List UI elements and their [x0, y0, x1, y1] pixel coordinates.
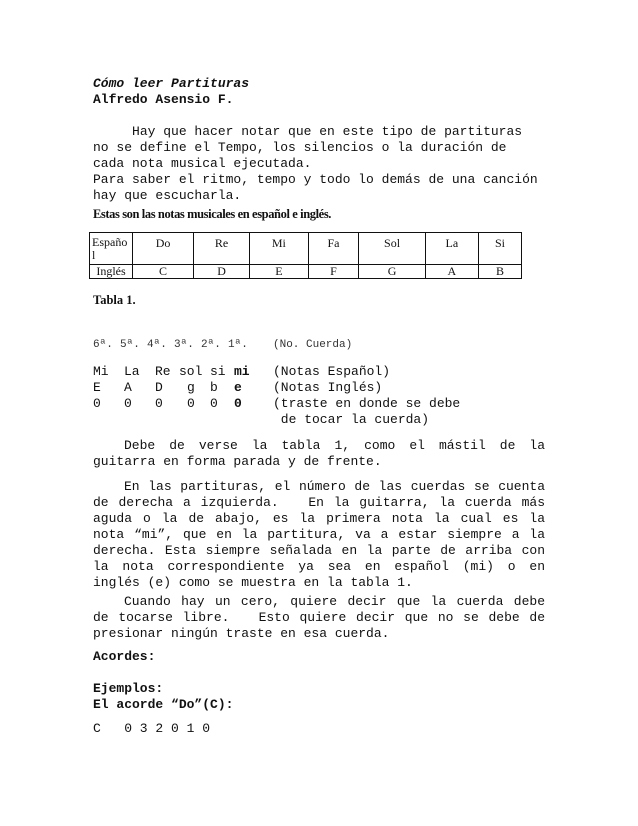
string-spanish-label: (Notas Español) [273, 364, 391, 379]
notes-table-cell: Do [133, 233, 194, 265]
notes-table-cell: Fa [308, 233, 359, 265]
notes-table-cell: E [250, 265, 309, 279]
string-note: Re [155, 364, 171, 379]
notes-table-cell: B [478, 265, 521, 279]
string-number: 6ª. [93, 339, 113, 351]
notes-table-cell: Mi [250, 233, 309, 265]
string-number: 3ª. [174, 339, 194, 351]
notes-table-cell: C [133, 265, 194, 279]
notes-table-cell: La [425, 233, 478, 265]
notes-table [89, 232, 522, 279]
string-note: si [210, 364, 226, 379]
notes-table-row-english [90, 265, 522, 279]
string-fret: 0 [234, 396, 242, 411]
string-note: mi [234, 364, 250, 379]
notes-table-cell: Re [194, 233, 250, 265]
notes-table-cell: A [425, 265, 478, 279]
string-number: 4ª. [147, 339, 167, 351]
string-numbers-label: (No. Cuerda) [273, 339, 353, 351]
notes-table-cell: F [308, 265, 359, 279]
string-english-label: (Notas Inglés) [273, 380, 383, 395]
chords-heading: Acordes: [93, 649, 156, 664]
string-fret-label: (traste en donde se debe [273, 396, 461, 411]
table-caption: Tabla 1. [93, 293, 136, 307]
notes-table-label-english: Inglés [90, 265, 133, 279]
notes-table-cell: G [359, 265, 425, 279]
string-note: b [210, 380, 218, 395]
body-paragraph-1: Debe de verse la tabla 1, como el mástil de la guitarra en forma parada y de frente. [93, 438, 545, 469]
examples-heading: Ejemplos: [93, 681, 164, 696]
string-note: E [93, 380, 101, 395]
string-number: 2ª. [201, 339, 221, 351]
notes-heading: Estas son las notas musicales en español e inglés. [93, 207, 332, 221]
string-fret: 0 [124, 396, 132, 411]
string-fret: 0 [155, 396, 163, 411]
notes-table-row-spanish [90, 233, 522, 265]
chord-line: C 0 3 2 0 1 0 [93, 721, 211, 736]
string-note: Mi [93, 364, 109, 379]
string-number: 1ª. [228, 339, 248, 351]
body-paragraph-2: En las partituras, el número de las cuerdas se cuenta de derecha a izquierda. En la guitarra, la cuerda más aguda o la de abajo, es la primera nota la cual es la nota “mi”, que en la partitura, va a estar siempre a la derecha. Esta siempre señalada en la parte de arriba con la nota correspondiente ya sea en español (mi) o en inglés (e) como se muestra en la tabla 1. [93, 479, 553, 590]
string-note: sol [179, 364, 203, 379]
string-fret: 0 [93, 396, 101, 411]
string-note: g [187, 380, 195, 395]
string-note: D [155, 380, 163, 395]
intro-paragraph-2: Para saber el ritmo, tempo y todo lo demás de una canción hay que escucharla. [93, 172, 538, 203]
notes-table-label-spanish: Españo l [90, 233, 133, 265]
string-number: 5ª. [120, 339, 140, 351]
notes-table-cell: D [194, 265, 250, 279]
document-title: Cómo leer Partituras [93, 76, 250, 91]
notes-table-cell: Si [478, 233, 521, 265]
chord-title: El acorde “Do”(C): [93, 697, 234, 712]
string-note: A [124, 380, 132, 395]
intro-paragraph-1: Hay que hacer notar que en este tipo de partituras no se define el Tempo, los silencios o la duración de cada nota musical ejecutada. [93, 124, 530, 171]
body-paragraph-3: Cuando hay un cero, quiere decir que la cuerda debe de tocarse libre. Esto quiere decir que no se debe de presionar ningún traste en esa cuerda. [93, 594, 553, 641]
string-fret: 0 [187, 396, 195, 411]
notes-table-cell: Sol [359, 233, 425, 265]
string-note: e [234, 380, 242, 395]
document-author: Alfredo Asensio F. [93, 92, 234, 107]
string-note: La [124, 364, 140, 379]
string-fret-label-continued: de tocar la cuerda) [273, 412, 430, 427]
string-fret: 0 [210, 396, 218, 411]
